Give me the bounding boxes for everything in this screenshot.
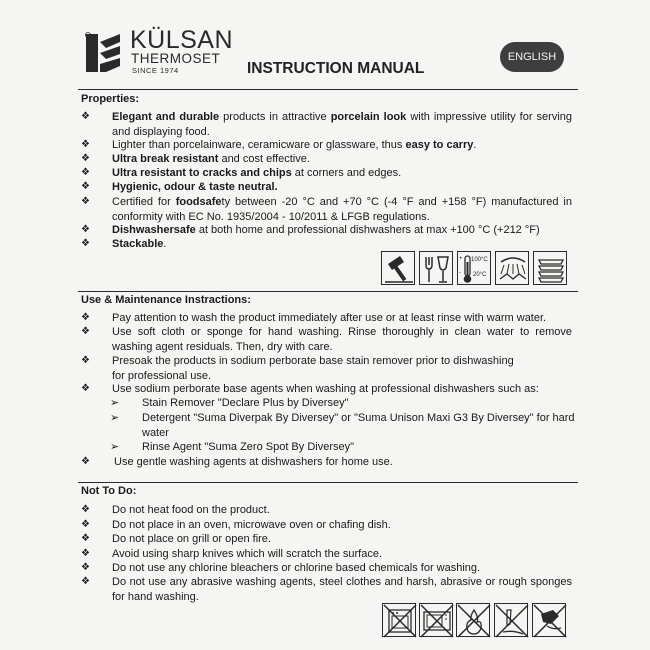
stackable-icon	[533, 251, 567, 285]
thermo-low-label: 20°C	[473, 272, 487, 278]
divider	[78, 291, 578, 292]
bullet-icon: ❖	[81, 576, 90, 587]
bullet-icon: ❖	[81, 238, 90, 249]
properties-heading: Properties:	[81, 93, 140, 105]
hammer-icon	[381, 251, 415, 285]
divider	[78, 89, 578, 90]
bullet-icon: ❖	[81, 383, 90, 394]
brand-subtitle: THERMOSET	[131, 51, 221, 66]
bullet-icon: ❖	[81, 196, 90, 207]
thermo-high-label: 100°C	[471, 257, 488, 263]
no-scrubbing-icon	[532, 603, 566, 637]
page-title: INSTRUCTION MANUAL	[247, 60, 425, 77]
arrow-icon: ➢	[110, 397, 120, 409]
brand-name: KÜLSAN	[130, 26, 234, 54]
instruction-manual-page: KÜLSAN THERMOSET SINCE 1974 INSTRUCTION MANUAL ENGLISH Properties: ❖ Elegant and durable products in attractive porcelain look with impressive utility for serving and displaying food. ❖ Lighter than porcelainware, ceramicware or glassware, thus easy to carry. ❖ Ultra break resistant and cost effective. ❖ Ultra resistant to cracks and chips at corners and edges. ❖ Hygienic, odour & taste neutral. ❖ Certified for foodsafety between -20 °C and +70 °C (-4 °F and +158 °F) manufactured in conformity with EC No. 1935/2004 - 10/2011 & LFGB regulations. ❖ Dishwashersafe at both home and professional dishwashers at max +100 °C (+212 °F) ❖ Stackable. + - 100°C 20°C Use & Maintenance Instractions: ❖ Pay attention to wash the product immediately after use or at least rinse with warm water. ❖ Use soft cloth or sponge for hand washing. Rinse thoroughly in clean water to remove washing agent residuals. Then, dry with care. ❖ Presoak the products in sodium perborate base stain remover prior to dishwashing for professional use. ❖ Use sodium perborate base agents when washing at professional dishwashers such as: ➢ Stain Remover "Declare Plus by Diversey" ➢ Detergent "Suma Diverpak By Diversey" or "Suma Unison Maxi G3 By Diversey" for hard water ➢ Rinse Agent "Suma Zero Spot By Diversey" ❖ Use gentle washing agents at dishwashers for home use. Not To Do: ❖ Do not heat food on the product. ❖ Do not place in an oven, microwave oven or chafing dish. ❖ Do not place on grill or open fire. ❖ Avoid using sharp knives which will scratch the surface. ❖ Do not use any chlorine bleachers or chlorine based chemicals for washing. ❖ Do not use any abrasive washing agents, steel clothes and harsh, abrasive or rough sponges for hand washing.	[0, 0, 650, 650]
bullet-icon: ❖	[81, 562, 90, 573]
no-knife-icon	[494, 603, 528, 637]
bullet-icon: ❖	[81, 312, 90, 323]
arrow-icon: ➢	[110, 412, 120, 424]
bullet-icon: ❖	[81, 548, 90, 559]
arrow-icon: ➢	[110, 441, 120, 453]
divider	[78, 482, 578, 483]
bullet-icon: ❖	[81, 167, 90, 178]
bullet-icon: ❖	[81, 355, 90, 366]
thermo-plus: +	[459, 256, 463, 262]
no-oven-icon	[382, 603, 416, 637]
bullet-icon: ❖	[81, 533, 90, 544]
bullet-icon: ❖	[81, 519, 90, 530]
bullet-icon: ❖	[81, 224, 90, 235]
bullet-icon: ❖	[81, 326, 90, 337]
dishwasher-icon	[495, 251, 529, 285]
bullet-icon: ❖	[81, 139, 90, 150]
language-badge: ENGLISH	[500, 42, 564, 72]
not-to-do-heading: Not To Do:	[81, 485, 137, 497]
bullet-icon: ❖	[81, 181, 90, 192]
maintenance-heading: Use & Maintenance Instractions:	[81, 294, 251, 306]
brand-since: SINCE 1974	[132, 66, 179, 75]
bullet-icon: ❖	[81, 153, 90, 164]
bullet-icon: ❖	[81, 111, 90, 122]
bullet-icon: ❖	[81, 456, 90, 467]
bullet-icon: ❖	[81, 504, 90, 515]
no-microwave-icon	[419, 603, 453, 637]
food-safe-icon	[419, 251, 453, 285]
thermometer-icon	[457, 251, 491, 285]
thermo-minus: -	[459, 270, 461, 276]
kulsan-logo-icon	[84, 32, 124, 74]
no-fire-icon	[456, 603, 490, 637]
